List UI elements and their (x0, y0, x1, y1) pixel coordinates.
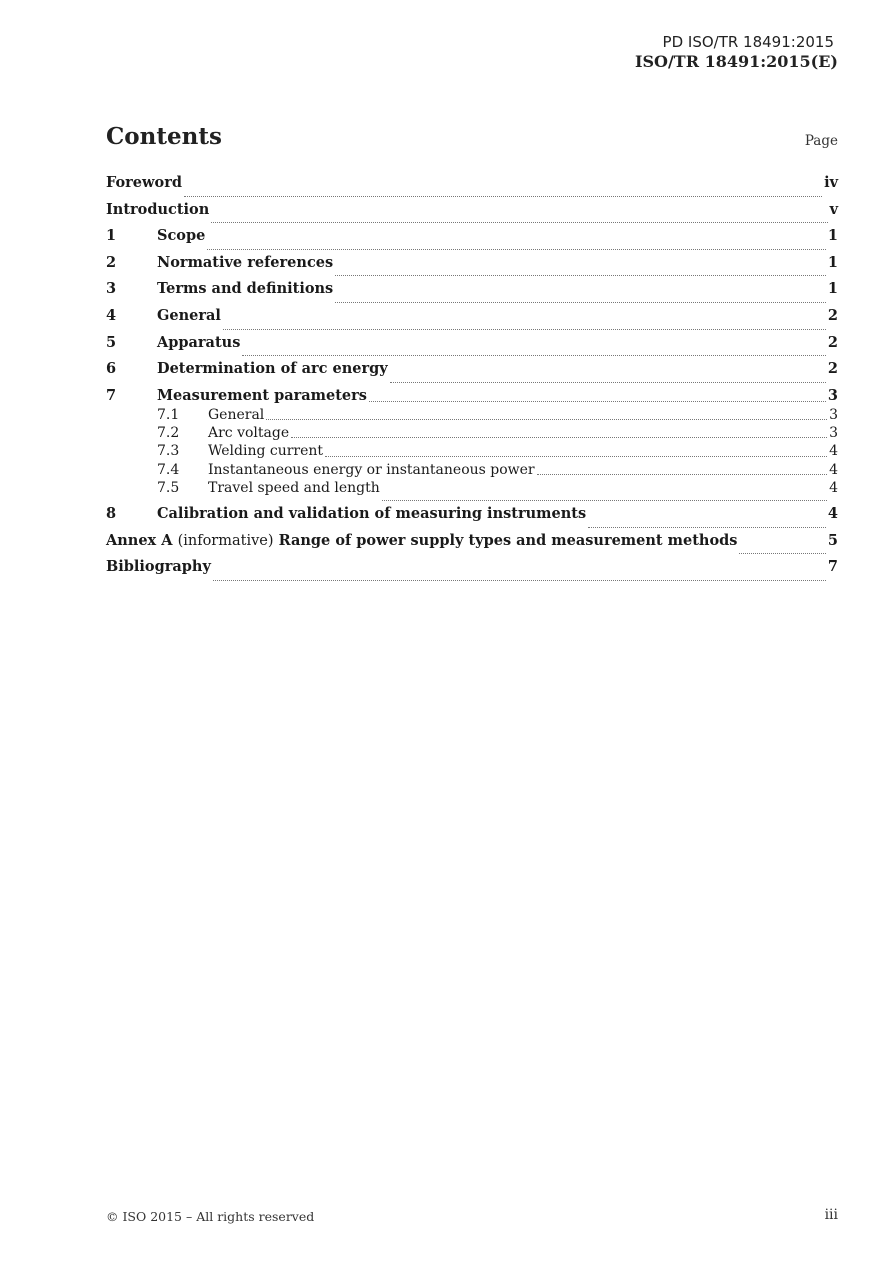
toc-entry-7-5[interactable] (106, 479, 838, 505)
toc-entry-4[interactable] (106, 307, 838, 334)
annex-title: Range of power supply types and measurement methods (278, 531, 738, 549)
toc-entry-page: 3 (827, 386, 838, 404)
toc-entry-page: 1 (827, 253, 838, 271)
toc-entry-title: Introduction (106, 200, 210, 218)
annex-qualifier: (informative) (177, 532, 274, 549)
dot-leader (207, 248, 826, 250)
toc-entry-1[interactable] (106, 227, 838, 254)
toc-entry-number: 7.1 (157, 406, 180, 423)
toc-entry-number: 2 (106, 253, 117, 271)
toc-entry-6[interactable] (106, 360, 838, 387)
document-id-pd: PD ISO/TR 18491:2015 (662, 33, 834, 51)
toc-entry-number: 7 (106, 386, 117, 404)
dot-leader (739, 552, 825, 554)
dot-leader (242, 354, 826, 356)
toc-entry-3[interactable] (106, 280, 838, 307)
toc-entry-page: 2 (827, 333, 838, 351)
toc-entry-7[interactable] (106, 387, 838, 406)
toc-entry-title: Welding current (208, 443, 324, 460)
toc-entry-number: 8 (106, 504, 117, 522)
toc-entry-foreword[interactable] (106, 174, 838, 201)
toc-entry-page: 2 (827, 306, 838, 324)
page-number: iii (824, 1207, 838, 1223)
dot-leader (184, 195, 822, 197)
dot-leader (223, 328, 826, 330)
toc-entry-page: v (829, 200, 838, 218)
dot-leader (335, 301, 826, 303)
page-title: Contents (106, 123, 222, 150)
toc-entry-number: 7.2 (157, 425, 180, 442)
toc-entry-title: General (208, 406, 265, 423)
toc-entry-page: 4 (829, 443, 838, 460)
document-id-iso: ISO/TR 18491:2015(E) (634, 52, 838, 71)
dot-leader (390, 381, 826, 383)
toc-entry-title (106, 532, 737, 550)
toc-entry-title: Travel speed and length (208, 479, 380, 496)
toc-entry-title: Scope (157, 227, 206, 245)
toc-entry-title: Arc voltage (208, 425, 290, 442)
dot-leader (588, 526, 826, 528)
toc-entry-number: 7.4 (157, 461, 180, 478)
dot-leader (335, 274, 826, 276)
dot-leader (291, 436, 827, 438)
toc-entry-title: Terms and definitions (157, 280, 334, 298)
toc-entry-bibliography[interactable] (106, 558, 838, 585)
toc-entry-title: Normative references (157, 253, 334, 271)
toc-entry-page: 3 (829, 425, 838, 442)
toc-entry-introduction[interactable] (106, 201, 838, 228)
dot-leader (325, 455, 827, 457)
dot-leader (266, 418, 827, 420)
toc-entry-annex-a[interactable] (106, 532, 838, 559)
dot-leader (382, 499, 827, 501)
toc-entry-7-1[interactable] (106, 406, 838, 424)
toc-entry-title: Determination of arc energy (157, 360, 388, 378)
toc-entry-title: Calibration and validation of measuring instruments (157, 504, 587, 522)
toc-entry-page: 4 (829, 479, 838, 496)
toc-entry-2[interactable] (106, 254, 838, 281)
toc-entry-title: Apparatus (157, 333, 241, 351)
dot-leader (537, 473, 827, 475)
table-of-contents (106, 174, 838, 585)
dot-leader (211, 221, 827, 223)
toc-entry-page: 2 (827, 360, 838, 378)
toc-entry-page: 1 (827, 280, 838, 298)
toc-entry-title: Measurement parameters (157, 386, 367, 404)
toc-entry-8[interactable] (106, 505, 838, 532)
toc-entry-page: 5 (827, 531, 838, 549)
toc-entry-page: 3 (829, 406, 838, 423)
toc-entry-title: Instantaneous energy or instantaneous power (208, 461, 535, 478)
toc-entry-7-4[interactable] (106, 461, 838, 479)
toc-entry-title: Foreword (106, 174, 182, 191)
toc-entry-page: 7 (827, 558, 838, 576)
toc-entry-7-2[interactable] (106, 424, 838, 442)
toc-entry-page: 4 (827, 504, 838, 522)
toc-entry-page: iv (824, 174, 838, 191)
toc-entry-number: 4 (106, 306, 117, 324)
toc-entry-number: 7.5 (157, 479, 180, 496)
toc-entry-5[interactable] (106, 334, 838, 361)
toc-entry-7-3[interactable] (106, 442, 838, 460)
toc-entry-number: 6 (106, 360, 117, 378)
toc-entry-title: General (157, 306, 221, 324)
toc-entry-number: 1 (106, 227, 117, 245)
toc-entry-page: 1 (827, 227, 838, 245)
dot-leader (213, 579, 826, 581)
toc-entry-number: 7.3 (157, 443, 180, 460)
dot-leader (369, 400, 826, 402)
annex-label: Annex A (106, 531, 173, 549)
toc-entry-page: 4 (829, 461, 838, 478)
copyright-notice: © ISO 2015 – All rights reserved (106, 1209, 315, 1224)
toc-entry-title: Bibliography (106, 558, 211, 576)
page-column-label: Page (804, 133, 838, 149)
toc-entry-number: 3 (106, 280, 117, 298)
toc-entry-number: 5 (106, 333, 117, 351)
